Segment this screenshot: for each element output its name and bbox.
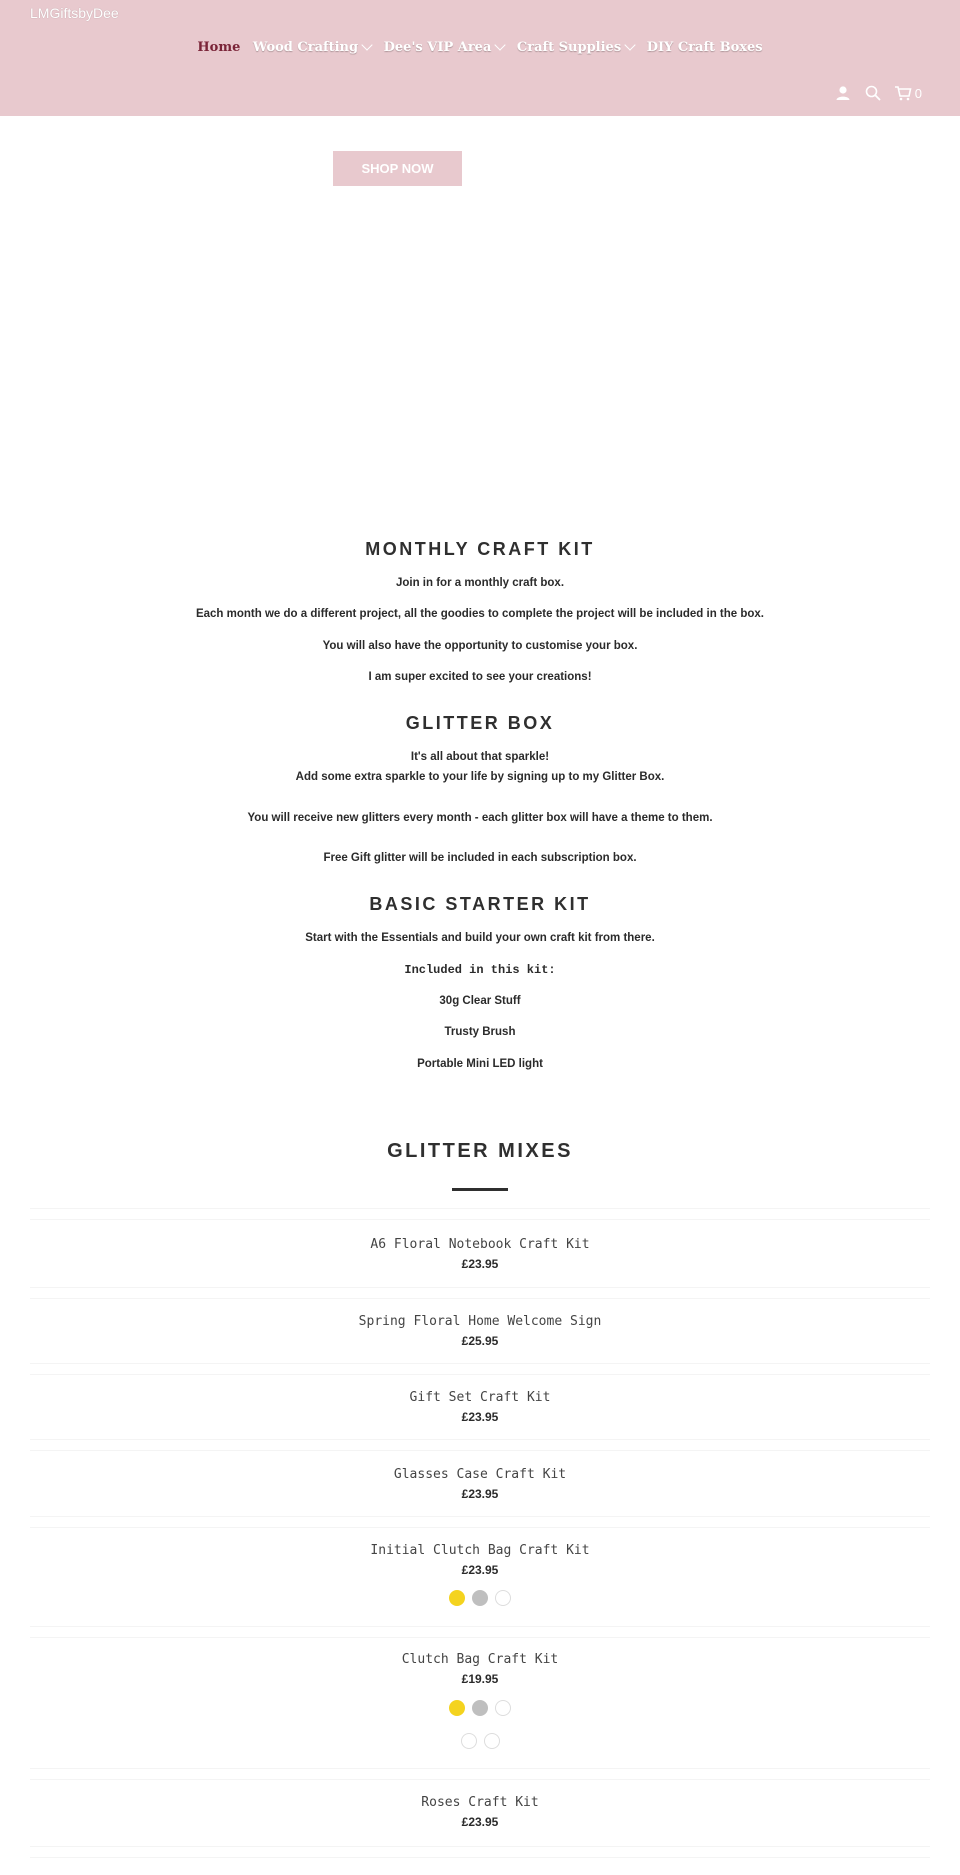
product-name[interactable]: Spring Floral Home Welcome Sign: [358, 1314, 602, 1329]
product-price: £25.95: [461, 1334, 499, 1348]
nav-wood-crafting[interactable]: [253, 40, 371, 55]
search-icon[interactable]: [864, 84, 882, 102]
swatch-grey[interactable]: [472, 1590, 488, 1606]
cart-icon: [894, 84, 912, 102]
chevron-down-icon: [624, 39, 635, 50]
product-name[interactable]: Glasses Case Craft Kit: [393, 1467, 567, 1482]
product-divider: [30, 1516, 930, 1528]
header-utilities: [834, 84, 922, 102]
monthly-line-2: Each month we do a different project, all the goodies to complete the project will be included in the box.: [195, 608, 765, 620]
glitter-box-line-4: Free Gift glitter will be included in each subscription box.: [323, 852, 637, 864]
product-price: £23.95: [461, 1410, 499, 1424]
swatch-yellow[interactable]: [449, 1590, 465, 1606]
nav-craft-supplies-label: Craft Supplies: [516, 40, 622, 55]
monthly-title: MONTHLY CRAFT KIT: [365, 539, 595, 559]
glitter-mixes-title: GLITTER MIXES: [387, 1140, 573, 1162]
product-divider: [30, 1287, 930, 1299]
glitter-box-title: GLITTER BOX: [405, 713, 555, 733]
main-nav: [0, 40, 960, 55]
product-divider: [30, 1768, 930, 1780]
product-name[interactable]: Gift Set Craft Kit: [409, 1390, 551, 1405]
product-name[interactable]: Clutch Bag Craft Kit: [401, 1652, 559, 1667]
product-name[interactable]: Initial Clutch Bag Craft Kit: [370, 1543, 590, 1558]
starter-item-2: Trusty Brush: [444, 1026, 516, 1038]
product-price: £19.95: [461, 1672, 499, 1686]
user-icon[interactable]: [834, 84, 852, 102]
starter-included-label: Included in this kit:: [404, 963, 556, 977]
section-underline: [452, 1188, 508, 1191]
starter-intro: Start with the Essentials and build your own craft kit from there.: [305, 932, 655, 944]
product-divider: [30, 1846, 930, 1858]
product-divider: [30, 1439, 930, 1451]
product-divider: [30, 1626, 930, 1638]
shop-now-button[interactable]: SHOP NOW: [333, 151, 462, 186]
swatch-yellow[interactable]: [449, 1700, 465, 1716]
swatch-white[interactable]: [484, 1733, 500, 1749]
starter-title: BASIC STARTER KIT: [369, 894, 591, 914]
product-divider: [30, 1363, 930, 1375]
nav-wood-crafting-label: Wood Crafting: [252, 40, 359, 55]
starter-item-3: Portable Mini LED light: [417, 1058, 543, 1070]
product-price: £23.95: [461, 1815, 499, 1829]
site-logo[interactable]: LMGiftsbyDee: [30, 5, 119, 21]
site-header: [0, 0, 960, 116]
glitter-box-line-1: It's all about that sparkle!: [410, 751, 550, 763]
chevron-down-icon: [361, 39, 372, 50]
nav-diy-craft-boxes[interactable]: DIY Craft Boxes: [646, 40, 763, 55]
swatch-white[interactable]: [495, 1590, 511, 1606]
product-name[interactable]: Roses Craft Kit: [421, 1795, 539, 1810]
color-swatches: [0, 1700, 960, 1716]
monthly-line-1: Join in for a monthly craft box.: [395, 577, 565, 589]
nav-craft-supplies[interactable]: [517, 40, 634, 55]
swatch-white[interactable]: [495, 1700, 511, 1716]
product-price: £23.95: [461, 1563, 499, 1577]
product-price: £23.95: [461, 1257, 499, 1271]
nav-home[interactable]: Home: [197, 40, 241, 55]
color-swatches: [0, 1733, 960, 1749]
product-name[interactable]: A6 Floral Notebook Craft Kit: [370, 1237, 590, 1252]
nav-vip-area[interactable]: [384, 40, 505, 55]
nav-vip-area-label: Dee's VIP Area: [383, 40, 492, 55]
starter-item-1: 30g Clear Stuff: [439, 995, 521, 1007]
swatch-white[interactable]: [461, 1733, 477, 1749]
glitter-box-line-3: You will receive new glitters every month - each glitter box will have a theme to them.: [247, 812, 713, 824]
color-swatches: [0, 1590, 960, 1606]
cart-count: 0: [914, 85, 922, 101]
swatch-grey[interactable]: [472, 1700, 488, 1716]
cart-button[interactable]: [894, 84, 922, 102]
monthly-line-3: You will also have the opportunity to customise your box.: [322, 640, 638, 652]
product-price: £23.95: [461, 1487, 499, 1501]
chevron-down-icon: [495, 39, 506, 50]
glitter-box-line-2: Add some extra sparkle to your life by signing up to my Glitter Box.: [295, 771, 665, 783]
monthly-line-4: I am super excited to see your creations!: [368, 671, 592, 683]
product-divider: [30, 1208, 930, 1220]
